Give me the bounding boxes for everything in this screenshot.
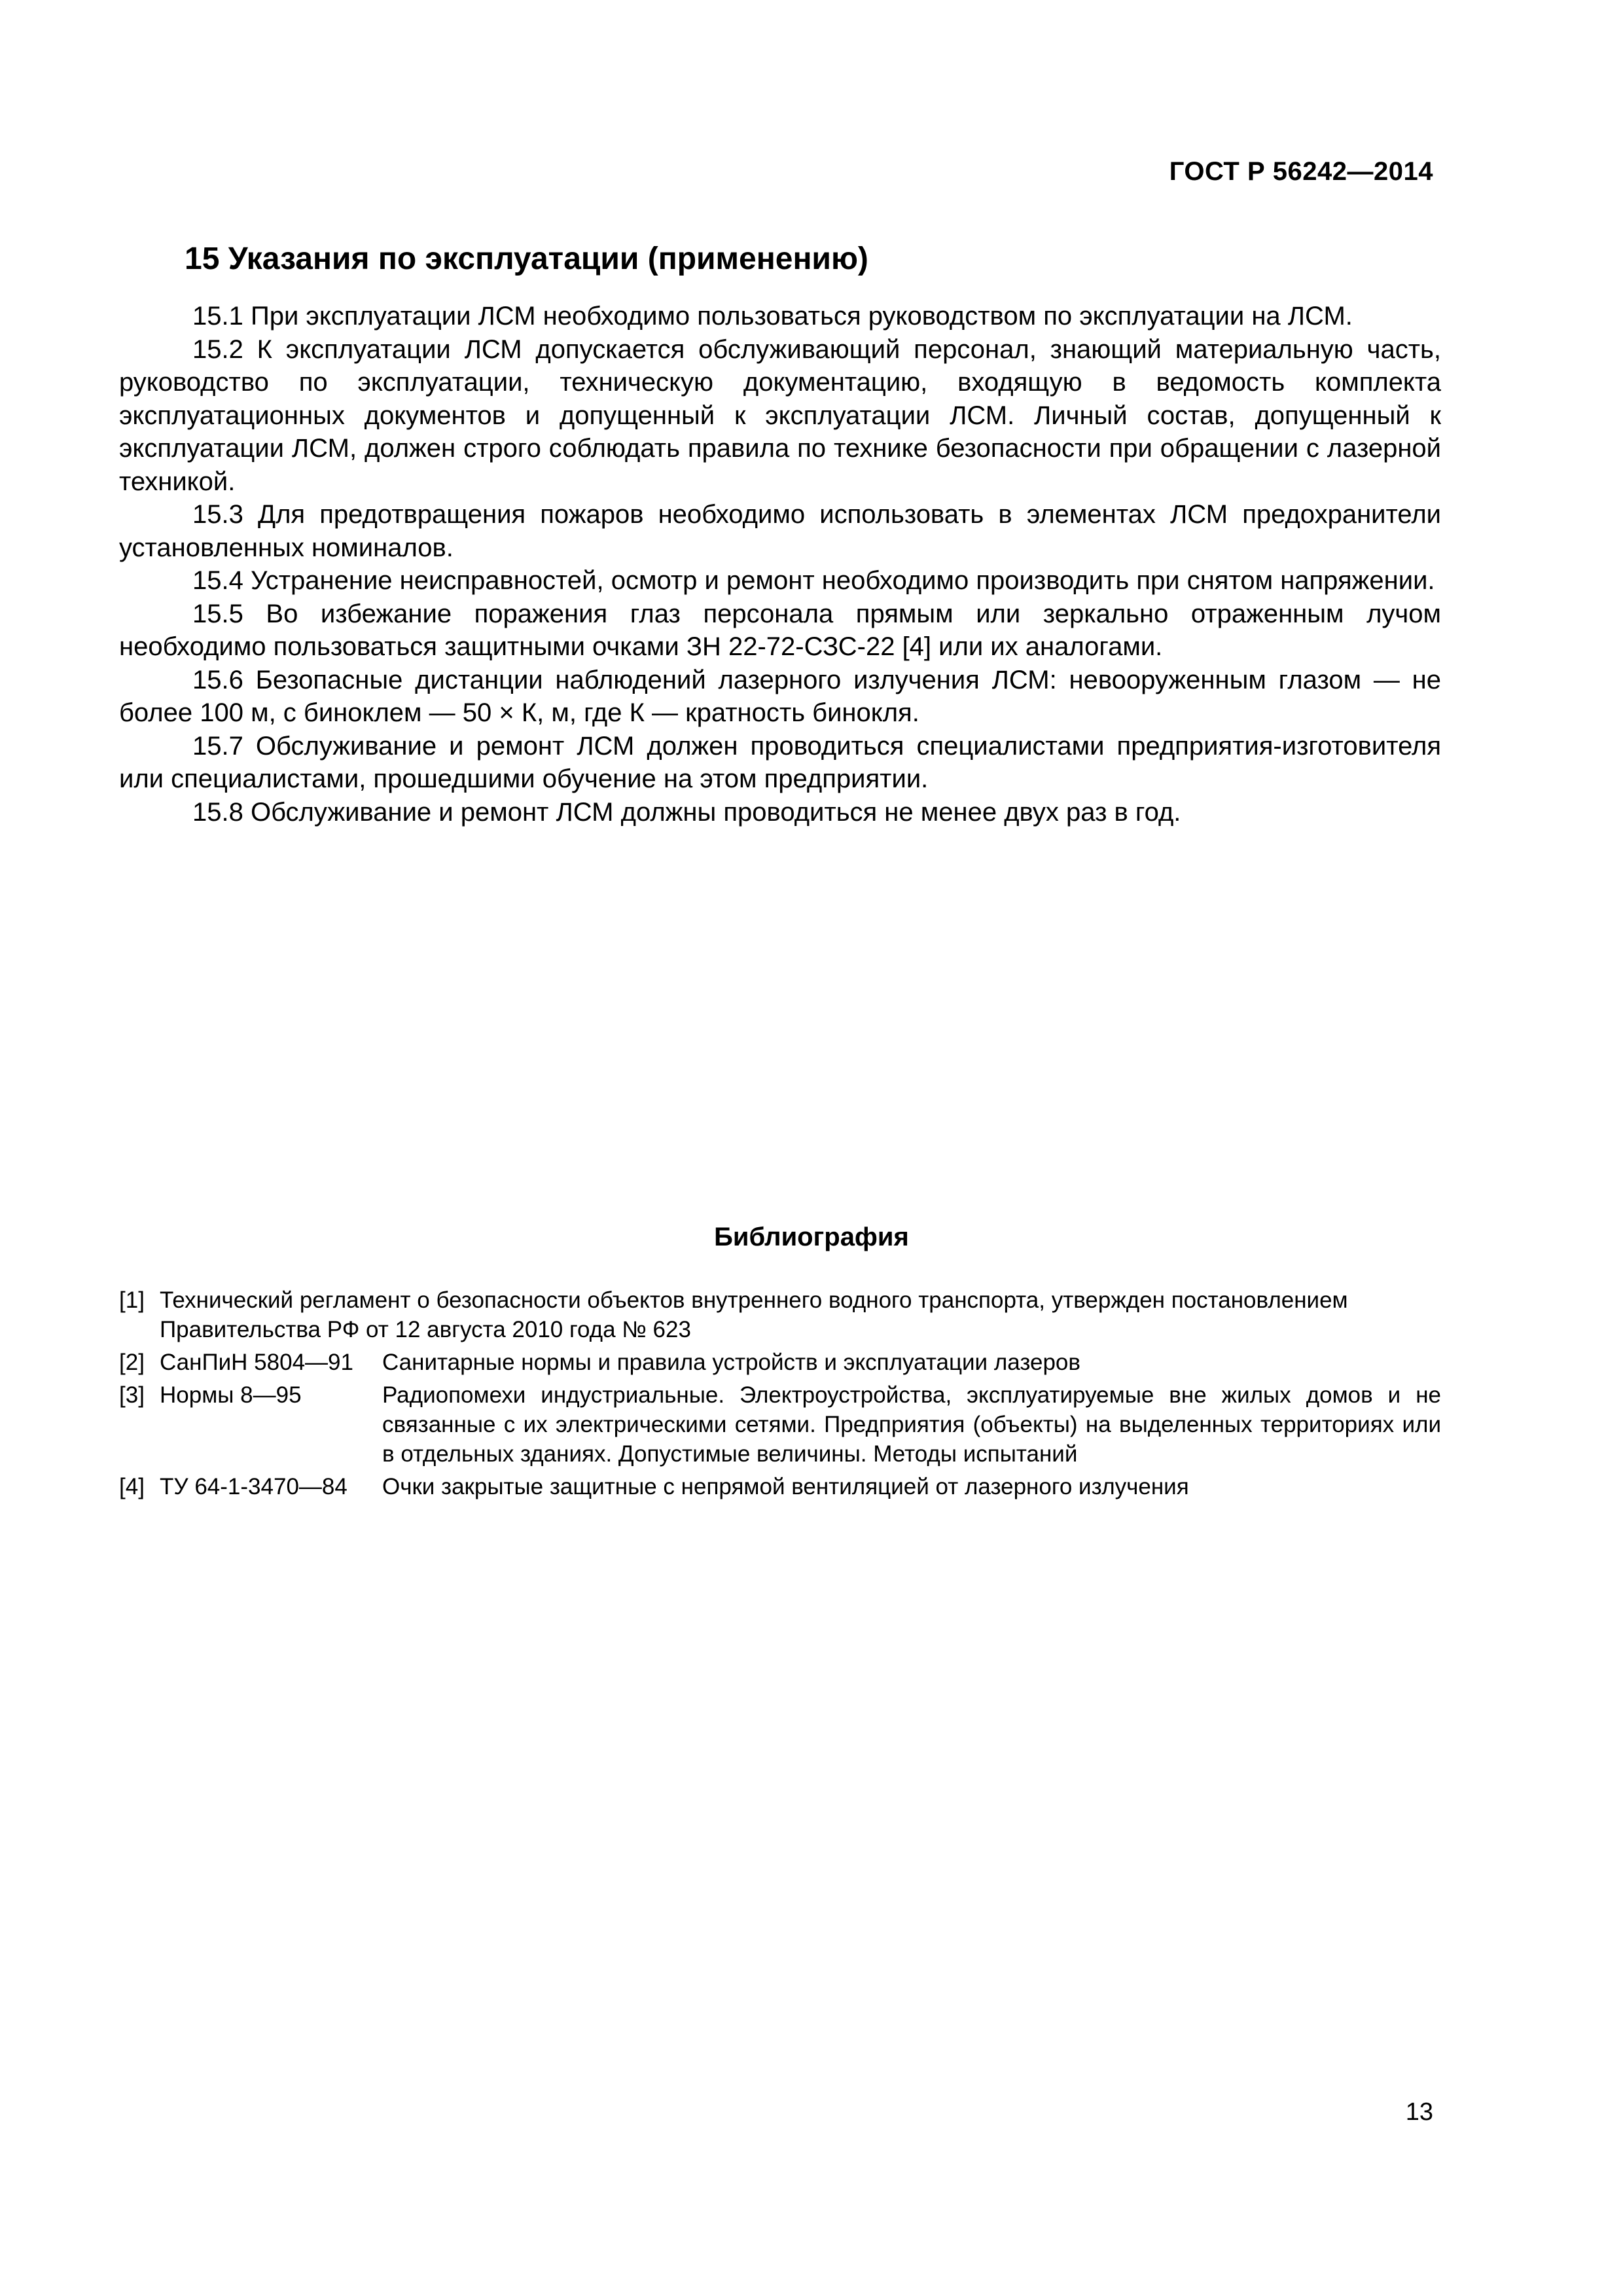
bibliography-entry-number: [3]: [119, 1382, 145, 1408]
paragraph-15-2: 15.2 К эксплуатации ЛСМ допускается обслуживающий персонал, знающий материальную часть, руководство по эксплуатации, техническую документацию, входящую в ведомость комплекта эксплуатационных документов и допущенный к эксплуатации ЛСМ. Личный состав, допущенный к эксплуатации ЛСМ, должен строго соблюдать правила по технике безопасности при обращении с лазерной техникой.: [119, 334, 1441, 496]
bibliography-entry-text-line2: Правительства РФ от 12 августа 2010 года № 623: [160, 1317, 691, 1342]
paragraph-15-3: 15.3 Для предотвращения пожаров необходимо использовать в элементах ЛСМ предохранители установленных номиналов.: [119, 500, 1441, 562]
section-heading: 15 Указания по эксплуатации (применению): [185, 242, 868, 276]
paragraph-15-6: 15.6 Безопасные дистанции наблюдений лазерного излучения ЛСМ: невооруженным глазом — не более 100 м, с биноклем — 50 × К, м, где К — кратность бинокля.: [119, 665, 1441, 727]
paragraph-15-1: 15.1 При эксплуатации ЛСМ необходимо пользоваться руководством по эксплуатации на ЛСМ.: [192, 302, 1353, 331]
paragraph-15-7: 15.7 Обслуживание и ремонт ЛСМ должен проводиться специалистами предприятия-изготовителя или специалистами, прошедшими обучение на этом предприятии.: [119, 731, 1441, 793]
page-number: 13: [1405, 2098, 1433, 2126]
bibliography-entry: [119, 1285, 1441, 1344]
bibliography-list: [119, 1285, 1441, 1505]
paragraph-15-8: 15.8 Обслуживание и ремонт ЛСМ должны проводиться не менее двух раз в год.: [192, 797, 1181, 827]
bibliography-entry-text: [160, 1285, 1441, 1344]
bibliography-entry-number: [1]: [119, 1287, 145, 1313]
bibliography-entry-title: Санитарные нормы и правила устройств и эксплуатации лазеров: [382, 1350, 1080, 1375]
bibliography-entry-number: [4]: [119, 1474, 145, 1499]
section-body: [119, 300, 1441, 829]
bibliography-entry-number: [2]: [119, 1350, 145, 1375]
bibliography-entry-title: Радиопомехи индустриальные. Электроустройства, эксплуатируемые вне жилых домов и не связанные с их электрическими сетями. Предприятия (объекты) на выделенных территориях или в отдельных зданиях. Допустимые величины. Методы испытаний: [382, 1382, 1441, 1467]
bibliography-entry: [119, 1348, 1441, 1377]
bibliography-entry-code: ТУ 64-1-3470—84: [160, 1474, 348, 1499]
bibliography-entry: [119, 1380, 1441, 1469]
paragraph-15-4: 15.4 Устранение неисправностей, осмотр и ремонт необходимо производить при снятом напряжении.: [192, 566, 1435, 595]
bibliography-title: Библиография: [714, 1223, 909, 1251]
bibliography-entry-text-line1: Технический регламент о безопасности объектов внутреннего водного транспорта, утвержден постановлением: [160, 1287, 1348, 1313]
standard-id-header: ГОСТ Р 56242—2014: [1169, 157, 1433, 186]
bibliography-entry-title: Очки закрытые защитные с непрямой вентиляцией от лазерного излучения: [382, 1474, 1189, 1499]
paragraph-15-5: 15.5 Во избежание поражения глаз персонала прямым или зеркально отраженным лучом необходимо пользоваться защитными очками ЗН 22-72-СЗС-22 [4] или их аналогами.: [119, 599, 1441, 661]
bibliography-entry-code: СанПиН 5804—91: [160, 1350, 353, 1375]
bibliography-entry: [119, 1472, 1441, 1501]
bibliography-entry-code: Нормы 8—95: [160, 1382, 302, 1408]
